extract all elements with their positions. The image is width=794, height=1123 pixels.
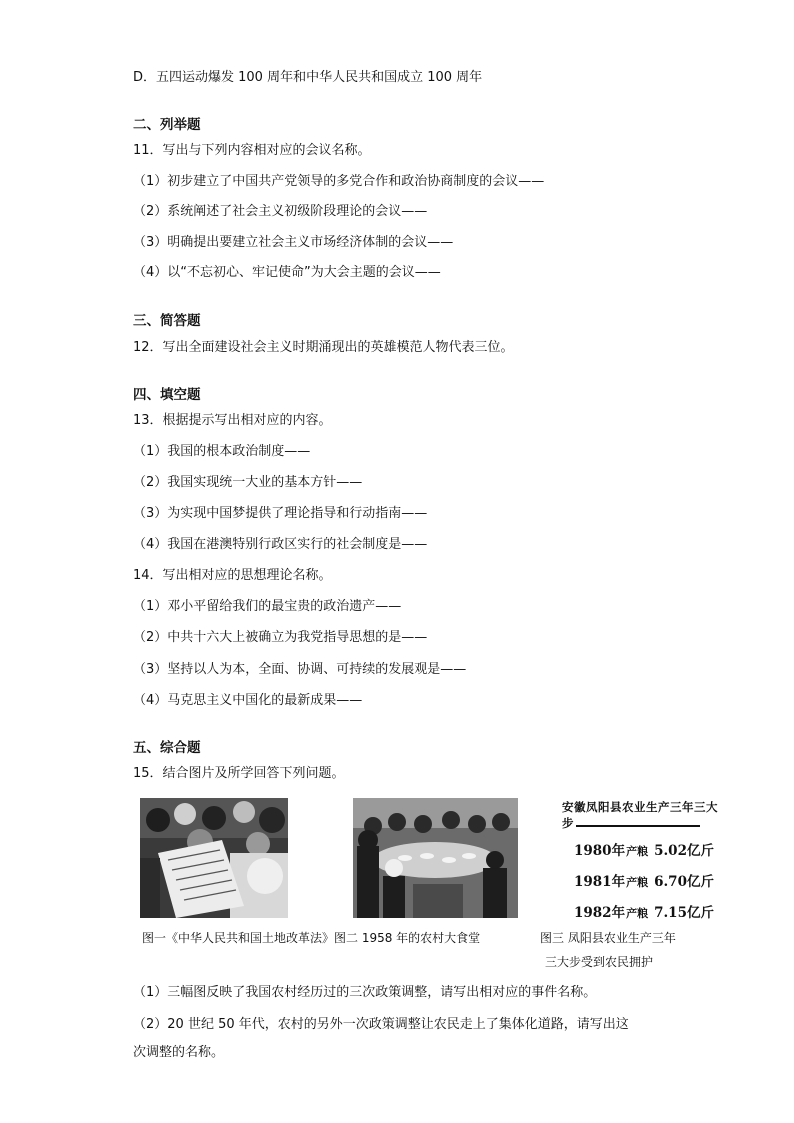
question-15: 15．结合图片及所学回答下列问题。 <box>133 766 345 781</box>
figure-3-caption-line-1: 图三 凤阳县农业生产三年 <box>540 931 676 945</box>
figure-3-row <box>574 901 714 921</box>
question-14-item-4: （4）马克思主义中国化的最新成果—— <box>133 693 363 708</box>
option-d: D．五四运动爆发 100 周年和中华人民共和国成立 100 周年 <box>133 70 483 85</box>
question-11: 11．写出与下列内容相对应的会议名称。 <box>133 143 371 158</box>
question-14-item-2: （2）中共十六大上被确立为我党指导思想的是—— <box>133 630 428 645</box>
row-year: 1980年 <box>574 843 626 859</box>
question-12: 12．写出全面建设社会主义时期涌现出的英雄模范人物代表三位。 <box>133 340 514 355</box>
section-heading-listing: 二、列举题 <box>133 117 201 133</box>
row-value: 6.70亿斤 <box>654 874 714 890</box>
row-year: 1982年 <box>574 905 626 921</box>
figure-3-fengyang-grain-card <box>540 795 720 923</box>
question-14-item-3: （3）坚持以人为本，全面、协调、可持续的发展观是—— <box>133 662 467 677</box>
section-heading-short-answer: 三、简答题 <box>133 313 201 329</box>
row-year: 1981年 <box>574 874 626 890</box>
question-13-item-1: （1）我国的根本政治制度—— <box>133 444 311 459</box>
row-label: 产粮 <box>626 907 649 920</box>
question-11-item-1: （1）初步建立了中国共产党领导的多党合作和政治协商制度的会议—— <box>133 174 545 189</box>
section-heading-comprehensive: 五、综合题 <box>133 740 201 756</box>
figure-3-row <box>574 870 714 890</box>
figure-3-row <box>574 839 714 859</box>
question-11-item-3: （3）明确提出要建立社会主义市场经济体制的会议—— <box>133 235 454 250</box>
figure-1-2-caption: 图一《中华人民共和国土地改革法》图二 1958 年的农村大食堂 <box>142 931 481 945</box>
row-label: 产粮 <box>626 876 649 889</box>
question-11-item-4: （4）以“不忘初心、牢记使命”为大会主题的会议—— <box>133 265 441 280</box>
figure-3-title: 安徽凤阳县农业生产三年三大步 <box>562 800 718 830</box>
figure-1-land-reform-photo <box>140 798 288 918</box>
figure-3-caption-line-2: 三大步受到农民拥护 <box>545 955 654 969</box>
question-15-item-1: （1）三幅图反映了我国农村经历过的三次政策调整，请写出相对应的事件名称。 <box>133 985 597 1000</box>
question-13-item-2: （2）我国实现统一大业的基本方针—— <box>133 475 363 490</box>
question-11-item-2: （2）系统阐述了社会主义初级阶段理论的会议—— <box>133 204 428 219</box>
question-13-item-4: （4）我国在港澳特别行政区实行的社会制度是—— <box>133 537 428 552</box>
row-value: 5.02亿斤 <box>654 843 714 859</box>
row-label: 产粮 <box>626 845 649 858</box>
question-14-item-1: （1）邓小平留给我们的最宝贵的政治遗产—— <box>133 599 402 614</box>
question-15-item-2: （2）20 世纪 50 年代，农村的另外一次政策调整让农民走上了集体化道路，请写出这 <box>133 1017 629 1032</box>
figure-3-divider <box>576 825 700 827</box>
section-heading-fill-blank: 四、填空题 <box>133 387 201 403</box>
question-14: 14．写出相对应的思想理论名称。 <box>133 568 332 583</box>
question-13: 13．根据提示写出相对应的内容。 <box>133 413 332 428</box>
row-value: 7.15亿斤 <box>654 905 714 921</box>
figure-2-communal-dining-photo <box>353 798 518 918</box>
question-13-item-3: （3）为实现中国梦提供了理论指导和行动指南—— <box>133 506 428 521</box>
question-15-item-2-cont: 次调整的名称。 <box>133 1045 225 1060</box>
